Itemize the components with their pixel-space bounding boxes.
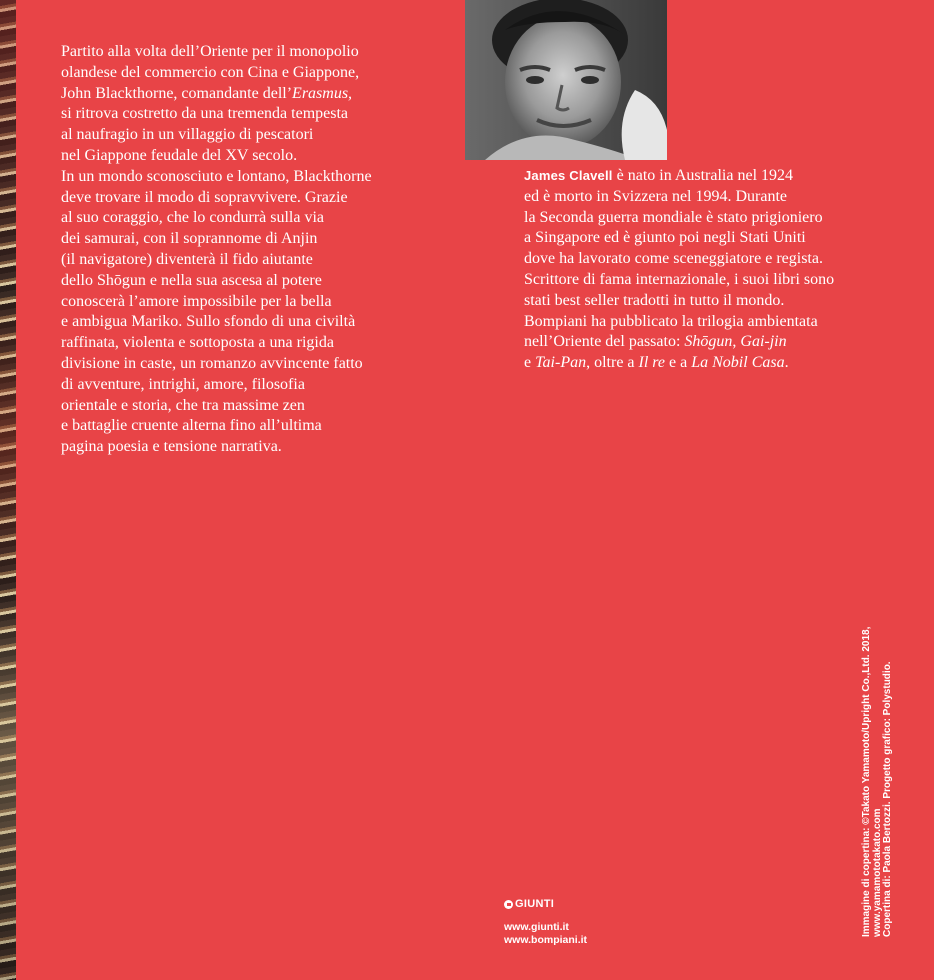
synopsis-line: si ritrova costretto da una tremenda tempesta (61, 105, 349, 123)
book-title-ilre: Il re (638, 354, 666, 372)
bio-line: dove ha lavorato come sceneggiatore e regista. (524, 250, 823, 268)
bio-line: a Singapore ed è giunto poi negli Stati Uniti (524, 229, 806, 247)
synopsis-line: pagina poesia e tensione narrativa. (61, 438, 282, 456)
synopsis-line: nel Giappone feudale del XV secolo. (61, 146, 298, 164)
author-portrait-image (465, 0, 667, 160)
synopsis-line: olandese del commercio con Cina e Giappone, (61, 63, 360, 81)
author-bio (524, 166, 884, 374)
synopsis-line: e ambigua Mariko. Sullo sfondo di una civiltà (61, 313, 356, 331)
synopsis-line: John Blackthorne, comandante dell’Erasmus, (61, 84, 353, 102)
synopsis (61, 42, 421, 458)
bio-line: Bompiani ha pubblicato la trilogia ambientata (524, 312, 818, 330)
synopsis-line: conoscerà l’amore impossibile per la bella (61, 292, 332, 310)
bio-line: James Clavell è nato in Australia nel 1924 (524, 167, 794, 184)
image-credits (861, 626, 894, 937)
synopsis-line: e battaglie cruente alterna fino all’ultima (61, 417, 322, 435)
synopsis-line: al suo coraggio, che lo condurrà sulla via (61, 209, 325, 227)
cover-artwork-edge (0, 0, 16, 980)
author-name: James Clavell (524, 168, 613, 183)
publisher-logo-text: GIUNTI (515, 898, 555, 910)
author-photo (465, 0, 667, 160)
synopsis-line: di avventure, intrighi, amore, filosofia (61, 375, 305, 393)
credit-line: www.yamamototakato.com (871, 808, 883, 937)
bio-line: stati best seller tradotti in tutto il mondo. (524, 291, 785, 309)
bompiani-url[interactable]: www.bompiani.it (504, 934, 588, 946)
synopsis-line: deve trovare il modo di sopravvivere. Grazie (61, 188, 348, 206)
book-title-gaijin: Gai-jin (740, 333, 787, 351)
synopsis-line: dello Shōgun e nella sua ascesa al potere (61, 271, 322, 289)
synopsis-line: raffinata, violenta e sottoposta a una rigida (61, 334, 334, 352)
ship-name: Erasmus, (292, 84, 353, 102)
bio-line: nell’Oriente del passato: Shōgun, Gai-jin (524, 333, 787, 351)
synopsis-line: Partito alla volta dell’Oriente per il monopolio (61, 43, 359, 60)
credit-line: Copertina di: Paola Bertozzi. Progetto grafico: Polystudio. (882, 661, 893, 937)
giunti-logo-icon (504, 900, 513, 909)
bio-line: la Seconda guerra mondiale è stato prigioniero (524, 208, 823, 226)
synopsis-line: orientale e storia, che tra massime zen (61, 396, 305, 414)
giunti-url[interactable]: www.giunti.it (504, 921, 569, 933)
publisher-block (504, 898, 587, 947)
synopsis-line: dei samurai, con il soprannome di Anjin (61, 230, 318, 248)
credit-line: Immagine di copertina: ©Takato Yamamoto/Upright Co.,Ltd. 2018, (861, 626, 872, 937)
publisher-logo (504, 898, 587, 910)
synopsis-line: In un mondo sconosciuto e lontano, Blackthorne (61, 167, 372, 185)
bio-line: ed è morto in Svizzera nel 1994. Durante (524, 187, 788, 205)
bio-line: Scrittore di fama internazionale, i suoi libri sono (524, 270, 835, 288)
book-title-nobilcasa: La Nobil Casa (691, 354, 785, 372)
book-title-shogun: Shōgun (684, 333, 733, 351)
synopsis-line: (il navigatore) diventerà il fido aiutante (61, 250, 313, 268)
synopsis-line: al naufragio in un villaggio di pescatori (61, 126, 314, 144)
book-title-taipan: Tai-Pan (535, 354, 587, 372)
bio-line: e Tai-Pan, oltre a Il re e a La Nobil Casa. (524, 354, 789, 372)
synopsis-line: divisione in caste, un romanzo avvincente fatto (61, 354, 363, 372)
